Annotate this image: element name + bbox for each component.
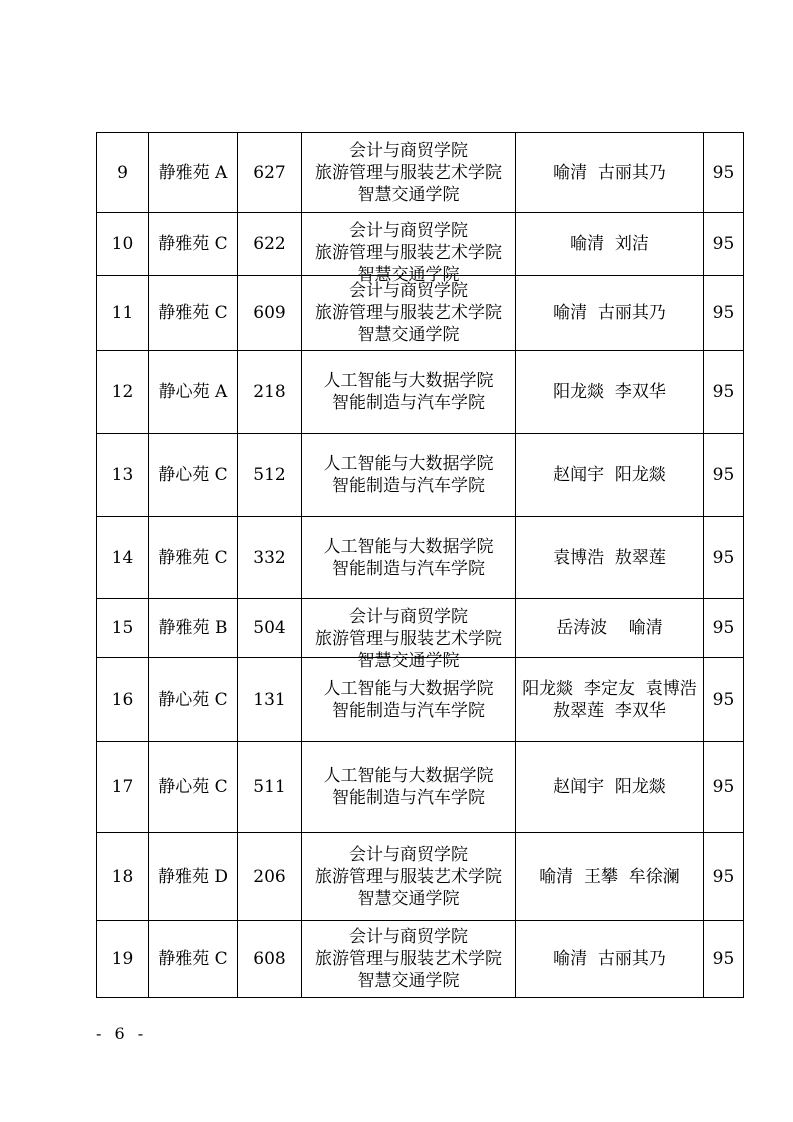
page-number: - 6 - — [96, 1024, 148, 1043]
teacher-names: 阳龙燚 李双华 — [553, 382, 666, 402]
room-number: 332 — [238, 517, 302, 599]
teachers-cell — [516, 133, 704, 213]
building: 静心苑 C — [149, 658, 238, 742]
teachers-cell — [516, 599, 704, 658]
table-body — [97, 133, 744, 998]
row-number: 16 — [97, 658, 149, 742]
college-name: 会计与商贸学院 — [349, 281, 468, 301]
building: 静雅苑 C — [149, 213, 238, 276]
college-name: 智慧交通学院 — [357, 971, 460, 991]
table-row — [97, 517, 744, 599]
row-number: 14 — [97, 517, 149, 599]
teacher-names: 赵闻宇 阳龙燚 — [553, 465, 666, 485]
teachers-cell — [516, 921, 704, 998]
teachers-cell — [516, 434, 704, 517]
colleges-cell — [302, 351, 516, 434]
teacher-names: 敖翠莲 李双华 — [553, 700, 666, 721]
table-row — [97, 276, 744, 351]
college-name: 会计与商贸学院 — [349, 844, 468, 865]
row-number: 11 — [97, 276, 149, 351]
building: 静雅苑 C — [149, 517, 238, 599]
score: 95 — [704, 276, 744, 351]
colleges-cell — [302, 921, 516, 998]
colleges-cell — [302, 213, 516, 285]
teacher-names: 袁博浩 敖翠莲 — [553, 547, 666, 568]
room-number: 512 — [238, 434, 302, 517]
college-name: 旅游管理与服装艺术学院 — [315, 628, 502, 649]
table-row — [97, 213, 744, 276]
college-name: 智慧交通学院 — [357, 650, 460, 671]
row-number: 17 — [97, 742, 149, 833]
row-number: 13 — [97, 434, 149, 517]
building: 静雅苑 D — [149, 833, 238, 921]
college-name: 旅游管理与服装艺术学院 — [315, 866, 502, 887]
table-row — [97, 133, 744, 213]
teacher-names: 赵闻宇 阳龙燚 — [553, 777, 666, 797]
colleges-cell — [302, 517, 516, 599]
room-number: 131 — [238, 658, 302, 742]
building: 静心苑 C — [149, 742, 238, 833]
college-name: 智能制造与汽车学院 — [332, 393, 485, 413]
room-number: 511 — [238, 742, 302, 833]
colleges-cell — [302, 742, 516, 833]
score: 95 — [704, 921, 744, 998]
row-number: 12 — [97, 351, 149, 434]
teachers-cell — [516, 276, 704, 351]
score: 95 — [704, 133, 744, 213]
teachers-cell — [516, 742, 704, 833]
building: 静心苑 C — [149, 434, 238, 517]
dormitory-inspection-table — [96, 132, 744, 998]
table-row — [97, 351, 744, 434]
teacher-names: 阳龙燚 李定友 袁博浩 — [522, 678, 697, 699]
college-name: 旅游管理与服装艺术学院 — [315, 949, 502, 969]
row-number: 15 — [97, 599, 149, 658]
room-number: 627 — [238, 133, 302, 213]
college-name: 人工智能与大数据学院 — [323, 536, 494, 557]
teacher-names: 岳涛波 喻清 — [556, 618, 663, 638]
college-name: 智慧交通学院 — [357, 325, 460, 345]
colleges-cell — [302, 276, 516, 351]
building: 静雅苑 B — [149, 599, 238, 658]
room-number: 504 — [238, 599, 302, 658]
college-name: 智慧交通学院 — [357, 184, 460, 205]
college-name: 智慧交通学院 — [357, 888, 460, 909]
teacher-names: 喻清 王攀 牟徐澜 — [539, 866, 680, 887]
teachers-cell — [516, 351, 704, 434]
table-row — [97, 434, 744, 517]
room-number: 622 — [238, 213, 302, 276]
college-name: 人工智能与大数据学院 — [323, 766, 494, 786]
colleges-cell — [302, 833, 516, 921]
teachers-cell — [516, 658, 704, 742]
score: 95 — [704, 517, 744, 599]
college-name: 人工智能与大数据学院 — [323, 454, 494, 474]
college-name: 智能制造与汽车学院 — [332, 700, 485, 721]
college-name: 旅游管理与服装艺术学院 — [315, 303, 502, 323]
college-name: 智能制造与汽车学院 — [332, 788, 485, 808]
score: 95 — [704, 658, 744, 742]
teacher-names: 喻清 古丽其乃 — [553, 949, 666, 969]
college-name: 旅游管理与服装艺术学院 — [315, 242, 502, 263]
college-name: 智能制造与汽车学院 — [332, 476, 485, 496]
table-row — [97, 833, 744, 921]
building: 静心苑 A — [149, 351, 238, 434]
colleges-cell — [302, 133, 516, 213]
row-number: 9 — [97, 133, 149, 213]
college-name: 会计与商贸学院 — [349, 927, 468, 947]
college-name: 智慧交通学院 — [357, 264, 460, 285]
college-name: 人工智能与大数据学院 — [323, 371, 494, 391]
college-name: 会计与商贸学院 — [349, 220, 468, 241]
building: 静雅苑 A — [149, 133, 238, 213]
college-name: 会计与商贸学院 — [349, 606, 468, 627]
score: 95 — [704, 833, 744, 921]
college-name: 智能制造与汽车学院 — [332, 558, 485, 579]
score: 95 — [704, 434, 744, 517]
college-name: 旅游管理与服装艺术学院 — [315, 162, 502, 183]
row-number: 18 — [97, 833, 149, 921]
room-number: 218 — [238, 351, 302, 434]
teacher-names: 喻清 古丽其乃 — [553, 303, 666, 323]
table-row — [97, 742, 744, 833]
score: 95 — [704, 351, 744, 434]
teacher-names: 喻清 古丽其乃 — [553, 162, 666, 183]
row-number: 10 — [97, 213, 149, 276]
colleges-cell — [302, 599, 516, 671]
row-number: 19 — [97, 921, 149, 998]
score: 95 — [704, 213, 744, 276]
college-name: 人工智能与大数据学院 — [323, 678, 494, 699]
college-name: 会计与商贸学院 — [349, 140, 468, 161]
teacher-names: 喻清 刘洁 — [570, 234, 649, 254]
table-row — [97, 599, 744, 658]
colleges-cell — [302, 434, 516, 517]
room-number: 609 — [238, 276, 302, 351]
building: 静雅苑 C — [149, 921, 238, 998]
teachers-cell — [516, 213, 704, 276]
table-row — [97, 921, 744, 998]
teachers-cell — [516, 517, 704, 599]
building: 静雅苑 C — [149, 276, 238, 351]
teachers-cell — [516, 833, 704, 921]
room-number: 608 — [238, 921, 302, 998]
score: 95 — [704, 742, 744, 833]
score: 95 — [704, 599, 744, 658]
room-number: 206 — [238, 833, 302, 921]
